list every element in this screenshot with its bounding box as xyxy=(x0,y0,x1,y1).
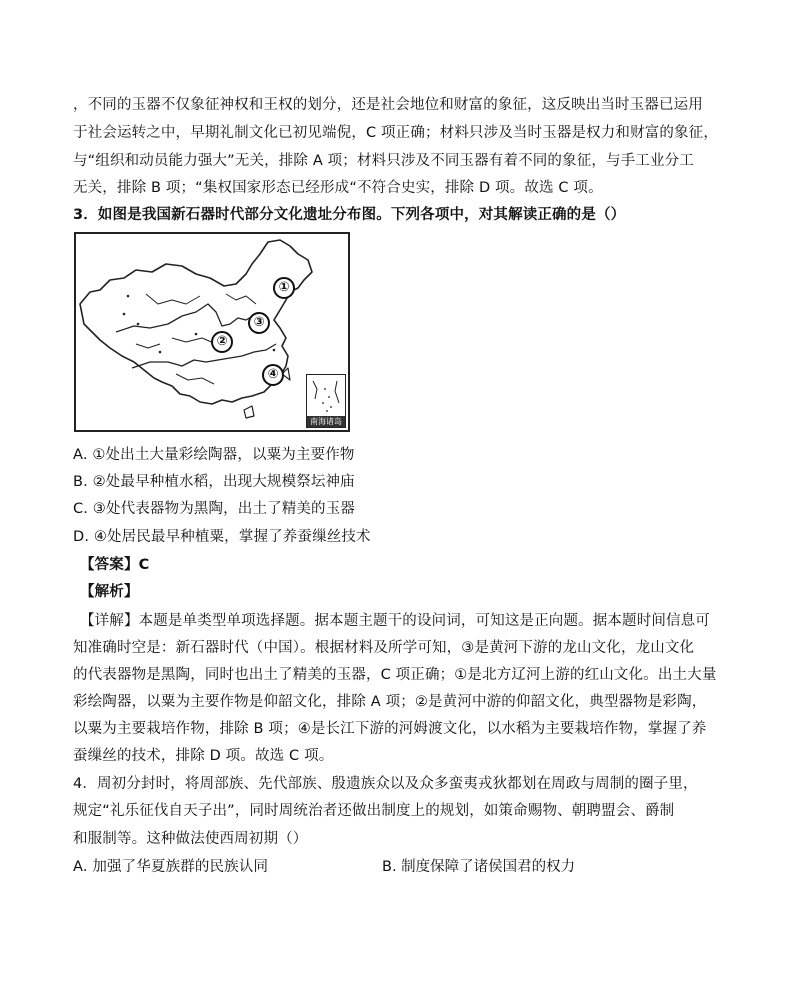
question-4-stem: 4．周初分封时，将周部族、先代部族、殷遗族众以及众多蛮夷戎狄都划在周政与周制的圈子里， xyxy=(73,776,698,792)
answer: 【答案】C xyxy=(80,557,150,573)
question-4-stem: 和服制等。这种做法使西周初期（） xyxy=(73,831,308,847)
explanation-line: ，不同的玉器不仅象征神权和王权的划分，还是社会地位和财富的象征，这反映出当时玉器已运用 xyxy=(73,97,703,113)
analysis-line: 的代表器物是黑陶，同时也出土了精美的玉器，C 项正确；①是北方辽河上游的红山文化。出土大量 xyxy=(73,667,717,683)
site-marker-3: ③ xyxy=(248,312,270,334)
analysis-line: 【详解】本题是单类型单项选择题。据本题主题干的设问词，可知这是正向题。据本题时间信息可 xyxy=(80,613,710,629)
q4-option-a: A. 加强了华夏族群的民族认同 xyxy=(73,859,269,875)
neolithic-sites-map xyxy=(74,232,350,432)
explanation-line: 与“组织和动员能力强大”无关，排除 A 项；材料只涉及不同玉器有着不同的象征，与手工业分工 xyxy=(73,153,694,169)
question-4-stem: 规定“礼乐征伐自天子出”，同时周统治者还做出制度上的规划，如策命赐物、朝聘盟会、爵制 xyxy=(73,803,675,819)
site-marker-1: ① xyxy=(273,277,295,299)
option-a: A. ①处出土大量彩绘陶器，以粟为主要作物 xyxy=(73,447,355,463)
inset-islands xyxy=(307,375,344,415)
analysis-line: 彩绘陶器，以粟为主要作物是仰韶文化，排除 A 项；②是黄河中游的仰韶文化，典型器物是彩陶， xyxy=(73,694,707,710)
analysis-label: 【解析】 xyxy=(80,584,139,600)
site-marker-2: ② xyxy=(211,331,233,353)
q4-option-b: B. 制度保障了诸侯国君的权力 xyxy=(382,859,576,875)
explanation-line: 无关，排除 B 项；“集权国家形态已经形成“不符合史实，排除 D 项。故选 C 项。 xyxy=(73,180,603,196)
explanation-line: 于社会运转之中，早期礼制文化已初见端倪，C 项正确；材料只涉及当时玉器是权力和财富的象征， xyxy=(73,125,718,141)
option-c: C. ③处代表器物为黑陶，出土了精美的玉器 xyxy=(73,501,355,517)
question-3-stem: 3．如图是我国新石器时代部分文化遗址分布图。下列各项中，对其解读正确的是（） xyxy=(73,207,626,223)
inset-label: 南海诸岛 xyxy=(307,416,345,427)
option-d: D. ④处居民最早种植粟，掌握了养蚕缫丝技术 xyxy=(73,529,371,545)
south-china-sea-inset xyxy=(306,374,346,428)
analysis-line: 知准确时空是：新石器时代（中国）。根据材料及所学可知，③是黄河下游的龙山文化，龙山文化 xyxy=(73,640,695,656)
analysis-line: 蚕缫丝的技术，排除 D 项。故选 C 项。 xyxy=(73,748,334,764)
analysis-line: 以粟为主要栽培作物，排除 B 项；④是长江下游的河姆渡文化，以水稻为主要栽培作物，掌握了养 xyxy=(73,721,707,737)
option-b: B. ②处最早种植水稻，出现大规模祭坛神庙 xyxy=(73,474,355,490)
site-marker-4: ④ xyxy=(262,364,284,386)
